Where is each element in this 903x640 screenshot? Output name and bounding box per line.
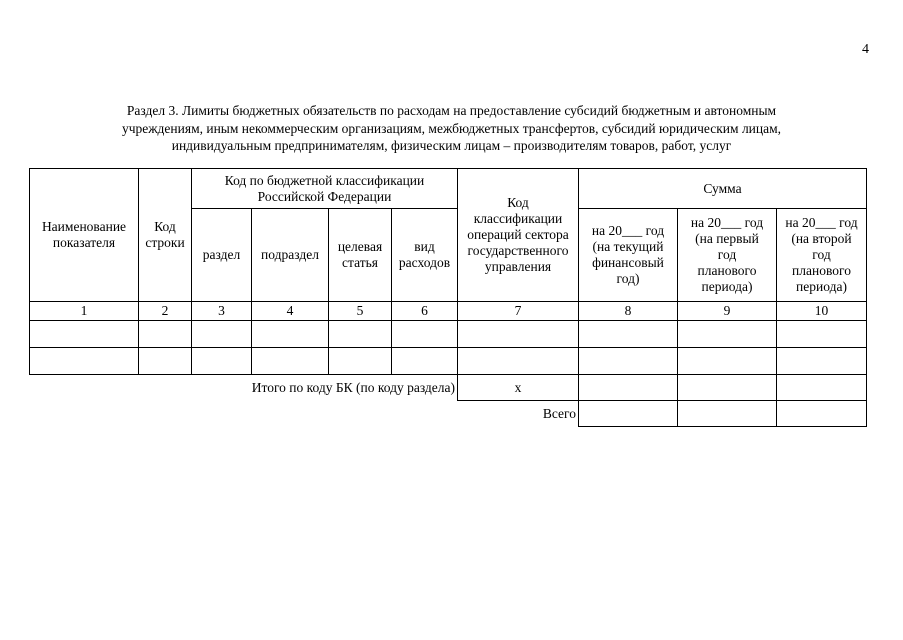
column-number: 7 [458, 302, 579, 321]
total-by-code-label: Итого по коду БК (по коду раздела) [251, 379, 455, 395]
column-number: 8 [579, 302, 678, 321]
table-cell [579, 321, 678, 348]
grand-total-label: Всего [542, 405, 576, 421]
table-cell [329, 321, 392, 348]
header-year-first: на 20___ год (на первый год планового периода) [678, 209, 777, 302]
grand-total-row [30, 401, 867, 427]
total-cell [777, 375, 867, 401]
column-numbers-row [30, 302, 867, 321]
header-target-article: целевая статья [329, 209, 392, 302]
total-by-code-mark: x [458, 375, 579, 401]
section-title [40, 102, 863, 155]
table-cell [329, 348, 392, 375]
header-operation-code: Код классификации операций сектора государственного управления [458, 169, 579, 302]
table-cell [777, 348, 867, 375]
total-by-code-row [30, 375, 867, 401]
title-line: индивидуальным предпринимателям, физическим лицам – производителям товаров, работ, услуг [171, 138, 732, 153]
column-number: 1 [30, 302, 139, 321]
table-cell [139, 321, 192, 348]
header-section: раздел [192, 209, 252, 302]
column-number: 4 [252, 302, 329, 321]
page-number: 4 [862, 42, 869, 57]
table-cell [30, 348, 139, 375]
table-cell [252, 348, 329, 375]
grand-total-cell [579, 401, 678, 427]
column-number: 5 [329, 302, 392, 321]
table-cell [458, 348, 579, 375]
column-number: 10 [777, 302, 867, 321]
table-row [30, 348, 867, 375]
table-cell [192, 321, 252, 348]
header-amount: Сумма [579, 169, 867, 209]
total-cell [579, 375, 678, 401]
grand-total-cell [777, 401, 867, 427]
title-line: Раздел 3. Лимиты бюджетных обязательств по расходам на предоставление субсидий бюджетным и автономным [126, 103, 777, 118]
table-cell [579, 348, 678, 375]
title-line: учреждениям, иным некоммерческим организациям, межбюджетных трансфертов, субсидий юридическим лицам, [121, 120, 782, 136]
header-indicator-name: Наименование показателя [30, 169, 139, 302]
table-cell [678, 321, 777, 348]
column-number: 9 [678, 302, 777, 321]
limits-table [29, 168, 867, 427]
table-row [30, 321, 867, 348]
table-cell [252, 321, 329, 348]
header-expense-type: вид расходов [392, 209, 458, 302]
column-number: 6 [392, 302, 458, 321]
header-budget-classification: Код по бюджетной классификации Российской Федерации [192, 169, 458, 209]
table-cell [458, 321, 579, 348]
table-cell [30, 321, 139, 348]
table-cell [139, 348, 192, 375]
table-cell [392, 348, 458, 375]
grand-total-cell [678, 401, 777, 427]
table-cell [777, 321, 867, 348]
table-cell [192, 348, 252, 375]
column-number: 3 [192, 302, 252, 321]
table-cell [678, 348, 777, 375]
header-line-code: Код строки [139, 169, 192, 302]
header-year-current: на 20___ год (на текущий финансовый год) [579, 209, 678, 302]
header-year-second: на 20___ год (на второй год планового периода) [777, 209, 867, 302]
table-cell [392, 321, 458, 348]
column-number: 2 [139, 302, 192, 321]
header-subsection: подраздел [252, 209, 329, 302]
total-cell [678, 375, 777, 401]
